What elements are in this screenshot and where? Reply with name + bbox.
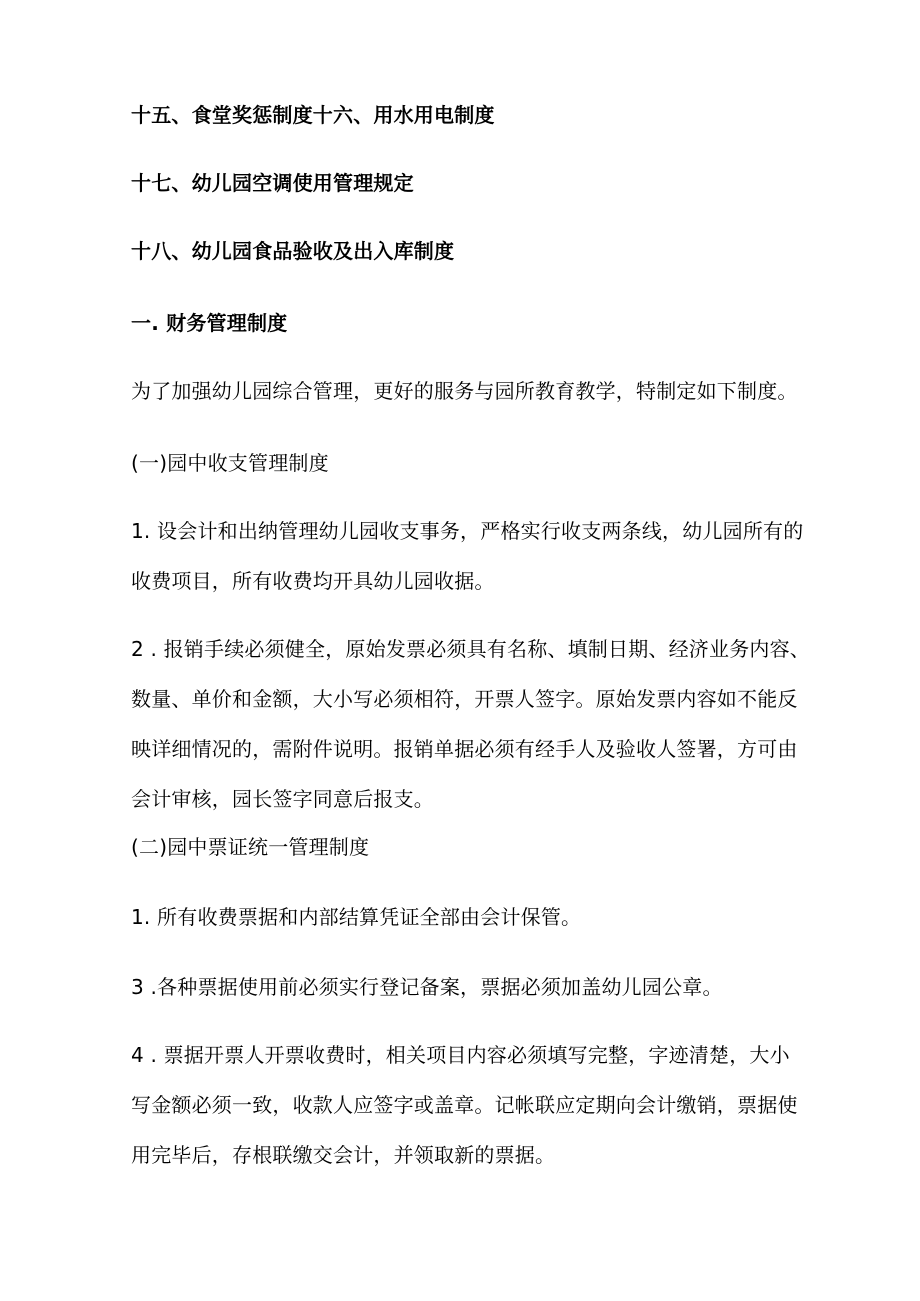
toc-line-15-16: 十五、食堂奖惩制度十六、用水用电制度 [131, 103, 495, 127]
intro-paragraph: 为了加强幼儿园综合管理，更好的服务与园所教育教学，特制定如下制度。 [131, 379, 798, 403]
paragraph-5-line: 写金额必须一致，收款人应签字或盖章。记帐联应定期向会计缴销，票据使 [131, 1093, 798, 1117]
paragraph-2-line: 会计审核，园长签字同意后报支。 [131, 787, 434, 811]
subsection-title-1: (一)园中收支管理制度 [131, 451, 329, 475]
paragraph-1-line: 收费项目，所有收费均开具幼儿园收据。 [131, 569, 495, 593]
paragraph-3: 1. 所有收费票据和内部结算凭证全部由会计保管。 [131, 905, 582, 929]
paragraph-5-line: 用完毕后，存根联缴交会计，并领取新的票据。 [131, 1143, 556, 1167]
toc-line-18: 十八、幼儿园食品验收及出入库制度 [131, 239, 455, 263]
subsection-title-2: (二)园中票证统一管理制度 [131, 835, 370, 859]
paragraph-1 [131, 517, 811, 595]
paragraph-2 [131, 635, 811, 813]
section-title: 一. 财务管理制度 [131, 311, 288, 335]
paragraph-2-line: 映详细情况的，需附件说明。报销单据必须有经手人及验收人签署，方可由 [131, 737, 798, 761]
paragraph-2-line: 数量、单价和金额，大小写必须相符，开票人签字。原始发票内容如不能反 [131, 687, 798, 711]
toc-line-17: 十七、幼儿园空调使用管理规定 [131, 171, 414, 195]
paragraph-5-line: 4 . 票据开票人开票收费时，相关项目内容必须填写完整，字迹清楚，大小 [131, 1043, 790, 1067]
paragraph-1-line: 1. 设会计和出纳管理幼儿园收支事务，严格实行收支两条线，幼儿园所有的 [131, 519, 804, 543]
paragraph-4: 3 .各种票据使用前必须实行登记备案，票据必须加盖幼儿园公章。 [131, 975, 723, 999]
paragraph-5 [131, 1041, 811, 1169]
paragraph-2-line: 2 . 报销手续必须健全，原始发票必须具有名称、填制日期、经济业务内容、 [131, 637, 810, 661]
